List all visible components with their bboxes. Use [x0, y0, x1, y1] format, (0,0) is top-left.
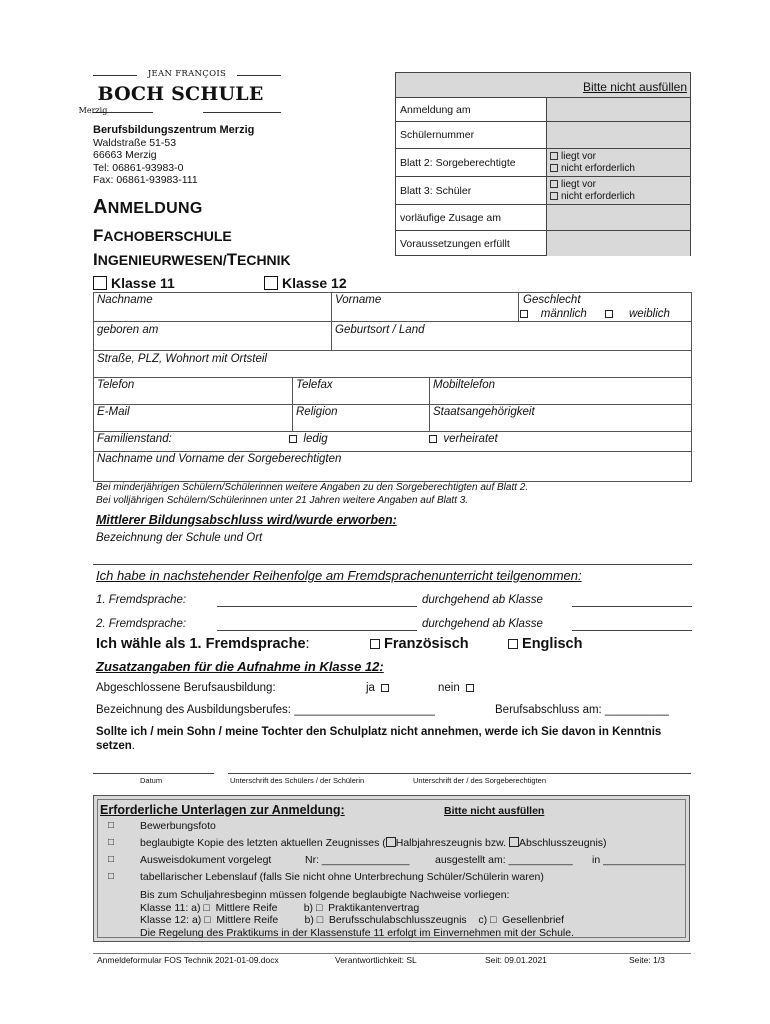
staat-label: Staatsangehörigkeit	[433, 406, 535, 418]
school-tel: Tel: 06861-93983-0	[93, 161, 184, 174]
religion-label: Religion	[296, 406, 338, 418]
weiblich-label: weiblich	[628, 308, 670, 320]
office-header	[396, 73, 690, 98]
office-label: Anmeldung am	[396, 98, 547, 121]
personal-data-form	[93, 292, 692, 482]
nachweise-line: Die Regelung des Praktikums in der Klassenstufe 11 erfolgt im Einvernehmen mit der Schule.	[140, 926, 575, 939]
halbjahr-checkbox[interactable]	[386, 837, 396, 847]
form-row-sorge	[94, 452, 691, 482]
email-label: E-Mail	[97, 406, 130, 418]
form-row-name	[94, 293, 691, 322]
ja-label: ja	[366, 682, 375, 694]
nein-option[interactable]	[438, 682, 474, 694]
subtitle2-rest: ECHNIK	[237, 252, 291, 268]
office-field	[547, 177, 690, 204]
footer-divider	[93, 953, 691, 954]
page-subtitle-1	[93, 226, 232, 246]
choice-colon: :	[305, 636, 310, 652]
strasse-label: Straße, PLZ, Wohnort mit Ortsteil	[97, 353, 267, 365]
bildung-line[interactable]	[93, 564, 692, 565]
office-label: Blatt 2: Sorgeberechtigte	[396, 149, 547, 176]
klasse-12-checkbox[interactable]	[264, 276, 278, 290]
nachweise-line: Klasse 11: a) □ Mittlere Reife b) □ Praktikantenvertrag	[140, 901, 420, 914]
franz-label: Französisch	[384, 636, 469, 652]
checkbox[interactable]	[550, 192, 558, 200]
abschluss-checkbox[interactable]	[509, 837, 519, 847]
office-use-box	[395, 72, 691, 256]
checkbox[interactable]	[550, 180, 558, 188]
nachweise-line: Bis zum Schuljahresbeginn müssen folgende beglaubigte Nachweise vorliegen:	[140, 889, 510, 901]
klasse-11-checkbox[interactable]	[93, 276, 107, 290]
telefon-label: Telefon	[97, 379, 135, 391]
doc-item-foto: Bewerbungsfoto	[140, 820, 216, 832]
logo-main-text: BOCH SCHULE	[97, 83, 264, 105]
office-field[interactable]	[547, 122, 690, 148]
school-fax: Fax: 06861-93983-111	[93, 174, 198, 186]
eltern-signature-label: Unterschrift der / des Sorgeberechtigten	[413, 776, 546, 785]
weiblich-checkbox[interactable]	[605, 310, 613, 318]
ja-option[interactable]	[366, 682, 389, 694]
mobil-label: Mobiltelefon	[433, 379, 496, 391]
ledig-label: ledig	[303, 433, 328, 445]
sorge-label: Nachname und Vorname der Sorgeberechtigten	[97, 453, 342, 465]
familienstand-label: Familienstand:	[97, 433, 172, 445]
subtitle2-t: T	[226, 250, 237, 269]
declaration-text	[96, 725, 686, 753]
documents-inner	[97, 799, 686, 938]
checkbox[interactable]	[550, 164, 558, 172]
klasse-11-label: Klasse 11	[111, 275, 175, 291]
bezeichnung-field[interactable]: Bezeichnung des Ausbildungsberufes: ______________________	[96, 704, 435, 716]
footer-seit: Seit: 09.01.2021	[485, 955, 547, 965]
school-street: Waldstraße 51-53	[93, 136, 177, 149]
klasse-12-option[interactable]	[264, 275, 347, 291]
office-header-text: Bitte nicht ausfüllen	[582, 80, 687, 94]
nachweise-text	[140, 889, 574, 939]
fremdsprache-choice	[96, 636, 310, 652]
form-row-telefon	[94, 378, 691, 405]
ledig-option[interactable]	[289, 433, 328, 445]
subtitle2-initial: I	[93, 250, 98, 269]
bildung-sub-label: Bezeichnung der Schule und Ort	[96, 532, 263, 544]
choice-label: Ich wähle als 1. Fremdsprache	[96, 636, 306, 652]
verheiratet-checkbox[interactable]	[429, 435, 437, 443]
schueler-signature-label: Unterschrift des Schülers / der Schülerin	[230, 776, 365, 785]
bullet-checkbox[interactable]: □	[108, 854, 115, 865]
bullet-checkbox[interactable]: □	[108, 820, 115, 831]
weiblich-option[interactable]	[605, 308, 670, 320]
abschluss-field[interactable]: Berufsabschluss am: __________	[495, 704, 669, 716]
form-row-email	[94, 405, 691, 432]
school-name: Berufsbildungszentrum Merzig	[93, 124, 255, 136]
engl-checkbox[interactable]	[508, 639, 518, 649]
subtitle1-initial: F	[93, 226, 104, 245]
zeugnis-label: beglaubigte Kopie des letzten aktuellen Zeugnisses (	[140, 837, 386, 849]
school-city: 66663 Merzig	[93, 149, 157, 161]
datum-line[interactable]	[93, 773, 214, 774]
vorname-label: Vorname	[335, 294, 382, 306]
option-label: liegt vor	[561, 179, 597, 190]
unterschrift-line[interactable]	[228, 773, 691, 774]
geschlecht-label: Geschlecht	[523, 294, 581, 306]
footer-filename: Anmeldeformular FOS Technik 2021-01-09.docx	[97, 955, 279, 965]
ausweis-nr-field[interactable]: Nr: _______________	[305, 854, 410, 866]
option-label: nicht erforderlich	[561, 163, 635, 174]
zusatz-heading: Zusatzangaben für die Aufnahme in Klasse 12:	[96, 659, 384, 674]
office-label: Voraussetzungen erfüllt	[396, 231, 547, 256]
office-row-blatt3	[396, 177, 690, 205]
title-rest: NMELDUNG	[107, 200, 203, 217]
title-initial: A	[93, 196, 108, 218]
verheiratet-option[interactable]	[429, 433, 498, 445]
office-field[interactable]	[547, 231, 690, 256]
bullet-checkbox[interactable]: □	[108, 871, 115, 882]
note-minor: Bei minderjährigen Schülern/Schülerinnen weitere Angaben zu den Sorgeberechtigten auf Blatt 2.	[96, 482, 529, 493]
school-address	[93, 124, 254, 187]
engl-label: Englisch	[522, 636, 583, 652]
datum-label: Datum	[140, 776, 163, 785]
declaration-body: Sollte ich / mein Sohn / meine Tochter den Schulplatz nicht annehmen, werde ich Sie davon in Kenntnis setzen	[96, 726, 662, 752]
office-field	[547, 149, 690, 176]
logo-bottom	[78, 106, 281, 119]
logo-bottom-text: Merzig	[78, 106, 108, 115]
form-row-familienstand	[94, 432, 691, 452]
office-field[interactable]	[547, 205, 690, 230]
maennlich-option[interactable]	[520, 308, 587, 320]
form-row-strasse	[94, 351, 691, 378]
fs2-durch-label: durchgehend ab Klasse	[422, 618, 543, 630]
logo-top-text: JEAN FRANÇOIS	[147, 69, 227, 79]
maennlich-label: männlich	[540, 308, 587, 320]
declaration-dot: .	[131, 740, 135, 752]
office-row-voraussetzungen	[396, 231, 690, 256]
ausbildung-label: Abgeschlossene Berufsausbildung:	[96, 682, 276, 694]
nein-label: nein	[438, 682, 460, 694]
bildung-heading: Mittlerer Bildungsabschluss wird/wurde erworben:	[96, 513, 397, 527]
office-label: Schülernummer	[396, 122, 547, 148]
checkbox[interactable]	[550, 152, 558, 160]
nachweise-line: Klasse 12: a) □ Mittlere Reife b) □ Berufsschulabschlusszeugnis c) □ Gesellenbrief	[140, 914, 565, 926]
abschlusszeugnis-label: Abschlusszeugnis)	[518, 837, 607, 849]
option-label: liegt vor	[561, 151, 597, 162]
fs2-klasse-field[interactable]	[572, 630, 692, 631]
footer-verantwortlichkeit: Verantwortlichkeit: SL	[335, 955, 417, 965]
doc-item-zeugnis	[140, 837, 607, 849]
fs1-durch-label: durchgehend ab Klasse	[422, 594, 543, 606]
fs1-label: 1. Fremdsprache:	[96, 594, 187, 606]
maennlich-checkbox[interactable]	[520, 310, 528, 318]
geboren-label: geboren am	[97, 324, 159, 336]
ausgestellt-in-field[interactable]: in ______________	[592, 854, 685, 866]
form-row-geburt	[94, 322, 691, 351]
sprachen-heading: Ich habe in nachstehender Reihenfolge am Fremdsprachenunterricht teilgenommen:	[96, 568, 582, 583]
footer-page: Seite: 1/3	[629, 955, 665, 965]
ja-checkbox[interactable]	[381, 684, 389, 692]
nachname-label: Nachname	[97, 294, 153, 306]
page-subtitle-2	[93, 250, 291, 270]
logo-top	[93, 70, 281, 82]
documents-hint: Bitte nicht ausfüllen	[444, 805, 545, 817]
note-adult: Bei volljährigen Schülern/Schülerinnen unter 21 Jahren weitere Angaben auf Blatt 3.	[96, 494, 469, 506]
fs1-klasse-field[interactable]	[572, 606, 692, 607]
page-title	[93, 196, 203, 219]
fs2-label: 2. Fremdsprache:	[96, 618, 187, 630]
verheiratet-label: verheiratet	[443, 433, 498, 445]
fs1-field[interactable]	[217, 606, 417, 607]
halbjahr-label: Halbjahreszeugnis bzw.	[395, 837, 507, 849]
documents-title: Erforderliche Unterlagen zur Anmeldung:	[100, 803, 345, 817]
geburtsort-label: Geburtsort / Land	[335, 324, 425, 336]
nein-checkbox[interactable]	[466, 684, 474, 692]
klasse-12-label: Klasse 12	[282, 275, 347, 291]
doc-item-ausweis: Ausweisdokument vorgelegt	[140, 854, 272, 866]
bullet-checkbox[interactable]: □	[108, 837, 115, 848]
option-label: nicht erforderlich	[561, 191, 635, 202]
office-row-zusage	[396, 205, 690, 231]
office-label: Blatt 3: Schüler	[396, 177, 547, 204]
office-row-blatt2	[396, 149, 690, 177]
engl-option[interactable]	[508, 636, 582, 652]
klasse-11-option[interactable]	[93, 275, 175, 291]
fs2-field[interactable]	[217, 630, 417, 631]
office-row-anmeldung	[396, 98, 690, 122]
subtitle1-rest: ACHOBERSCHULE	[103, 228, 232, 244]
office-field[interactable]	[547, 98, 690, 121]
telefax-label: Telefax	[296, 379, 333, 391]
office-label: vorläufige Zusage am	[396, 205, 547, 230]
franz-checkbox[interactable]	[370, 639, 380, 649]
franz-option[interactable]	[370, 636, 469, 652]
form-notes	[96, 482, 528, 507]
ausgestellt-field[interactable]: ausgestellt am: ___________	[435, 854, 573, 866]
ledig-checkbox[interactable]	[289, 435, 297, 443]
doc-item-lebenslauf: tabellarischer Lebenslauf (falls Sie nicht ohne Unterbrechung Schüler/Schülerin waren)	[140, 871, 544, 883]
documents-box	[93, 795, 690, 942]
subtitle2-mid: NGENIEURWESEN/	[97, 252, 227, 268]
office-row-schuelernummer	[396, 122, 690, 149]
